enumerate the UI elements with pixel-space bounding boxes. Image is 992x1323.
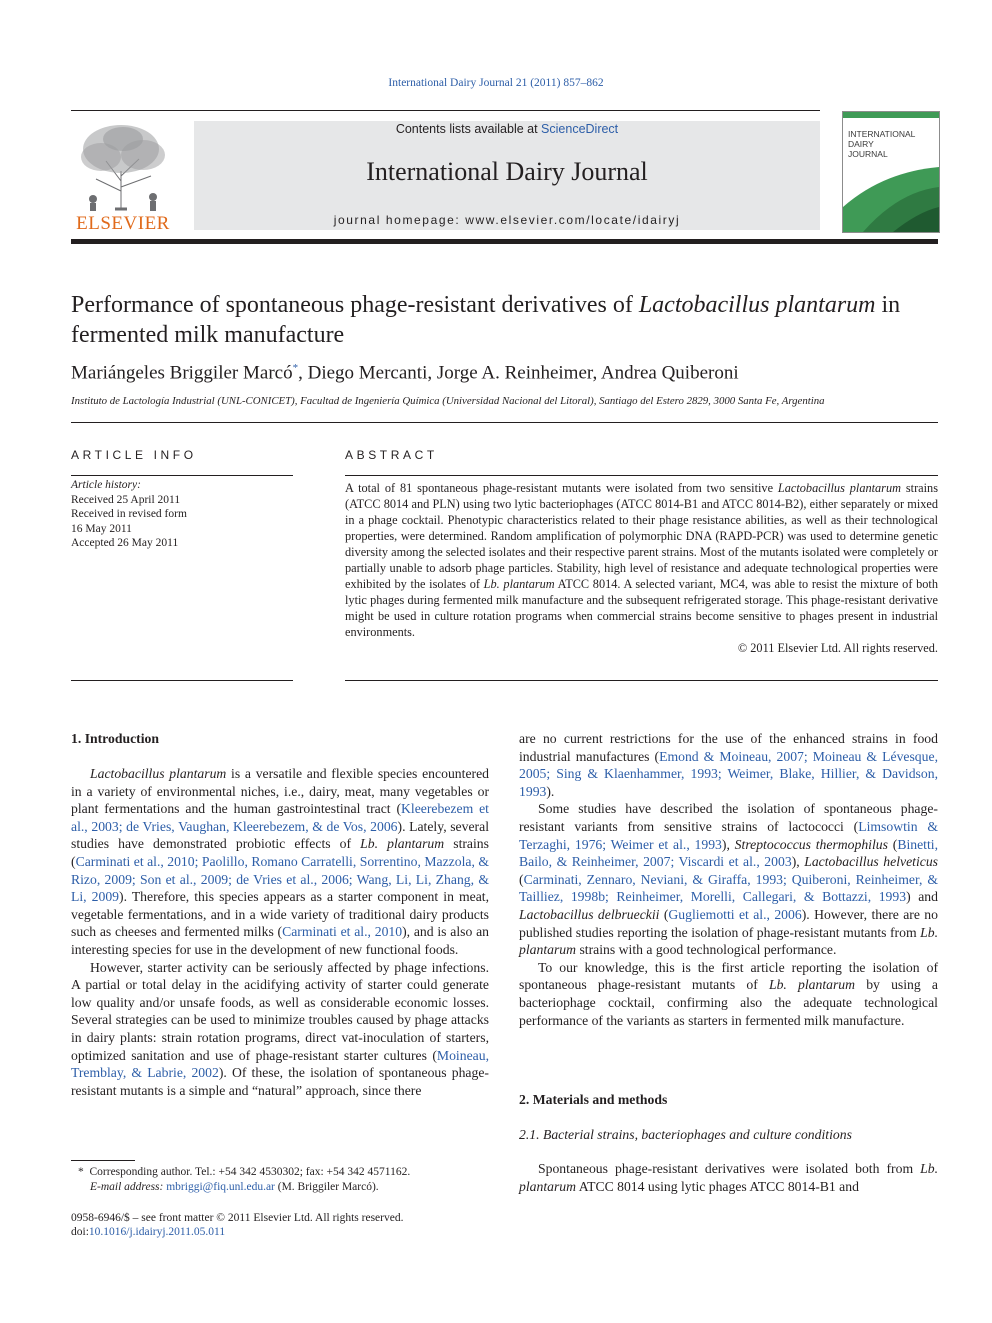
article-history [71, 478, 187, 551]
cover-title-line: JOURNAL [848, 149, 888, 159]
elsevier-tree-icon [71, 121, 175, 213]
history-line: Received in revised form [71, 508, 187, 520]
elsevier-wordmark: ELSEVIER [76, 213, 170, 234]
footnote-rule [71, 1160, 135, 1161]
citation-link[interactable]: Carminati et al., 2010 [282, 924, 403, 940]
title-rule [71, 422, 938, 423]
body-paragraph: Lactobacillus plantarum is a versatile and flexible species encountered in a variety of environmental niches, i.e., dairy, meat, many vegetables or plant fermentations and the human gastrointestinal tract (Kleerebezem et al., 2003; de Vries, Vaughan, Kleerebezem, & de Vos, 2006). Lately, several studies have demonstrated probiotic effects of Lb. plantarum strains (Carminati et al., 2010; Paolillo, Romano Carratelli, Sorrentino, Mazzola, & Rizo, 2009; Son et al., 2009; de Vries et al., 2006; Wang, Li, Li, Zhang, & Li, 2009). Therefore, this species appears as a starter component in meat, vegetable fermentations, and in a wide variety of traditional dairy products such as cheeses and fermented milks (Carminati et al., 2010), and is also an interesting species for use in the development of new functional foods. [71, 766, 490, 957]
citation-link[interactable]: Limsowtin & Terzaghi, 1976; Weimer et al., 1993 [519, 818, 938, 852]
body-paragraph: Spontaneous phage-resistant derivatives were isolated both from Lb. plantarum ATCC 8014 using lytic phages ATCC 8014-B1 and [519, 1161, 938, 1194]
citation-link[interactable]: Gugliemotti et al., 2006 [668, 906, 802, 922]
article-info-heading: ARTICLE INFO [71, 448, 197, 462]
italic-term: Lb. plantarum [519, 1161, 938, 1194]
email-footnote [90, 1180, 379, 1195]
citation-link[interactable]: Moineau, Tremblay, & Labrie, 2002 [71, 1047, 489, 1081]
elsevier-logo[interactable] [71, 121, 175, 233]
header-rule [71, 110, 820, 111]
abstract-heading: ABSTRACT [345, 448, 438, 462]
history-line: Received 25 April 2011 [71, 493, 181, 506]
section-1-heading: 1. Introduction [71, 731, 159, 746]
sciencedirect-link[interactable]: ScienceDirect [541, 122, 619, 136]
abstract-text [345, 480, 938, 656]
subsection-2-1-heading: 2.1. Bacterial strains, bacteriophages and culture conditions [519, 1127, 852, 1142]
citation-link[interactable]: Carminati et al., 2010; Paolillo, Romano Carratelli, Sorrentino, Mazzola, & Rizo, 2009; Son et al., 2009; de Vries et al., 2006; Wang, Li, Li, Zhang, & Li, 2009 [71, 853, 489, 905]
section-2-heading: 2. Materials and methods [519, 1092, 668, 1107]
email-link[interactable]: mbriggi@fiq.unl.edu.ar [166, 1181, 275, 1193]
journal-cover-thumbnail[interactable] [842, 111, 940, 233]
citation-link[interactable]: Carminati, Zennaro, Neviani, & Giraffa, 1993; Quiberoni, Reinheimer, & Tailliez, 1998b; Reinheimer, Morelli, Callegari, & Bottazzi, 1993 [519, 871, 938, 905]
body-paragraph: To our knowledge, this is the first article reporting the isolation of spontaneous phage-resistant mutants of Lb. plantarum by using a bacteriophage cocktail, confirming also the adequate technological performance of the variants as starters in fermented milk manufacture. [519, 959, 938, 1028]
author-affiliation: Instituto de Lactología Industrial (UNL-CONICET), Facultad de Ingeniería Química (Universidad Nacional del Litoral), Santiago del Estero 2829, 3000 Santa Fe, Argentina [71, 395, 825, 407]
citation-link[interactable]: Binetti, Bailo, & Reinheimer, 2007; Viscardi et al., 2003 [519, 836, 938, 870]
email-owner: (M. Briggiler Marcó). [274, 1181, 379, 1193]
cover-title-line: DAIRY [848, 139, 874, 149]
right-column-lower [519, 1160, 938, 1195]
history-line: Accepted 26 May 2011 [71, 537, 179, 549]
citation-link[interactable]: Emond & Moineau, 2007; Moineau & Lévesque, 2005; Sing & Klaenhammer, 1993; Weimer, Blake, Hillier, & Davidson, 1993 [519, 748, 938, 799]
right-column [519, 730, 938, 1029]
journal-banner [194, 121, 820, 230]
italic-term: Lactobacillus helveticus [804, 854, 939, 870]
history-line: 16 May 2011 [71, 522, 132, 535]
journal-citation[interactable]: International Dairy Journal 21 (2011) 857–862 [388, 77, 604, 89]
abstract-rule [345, 475, 938, 476]
footnote-mark: * [78, 1166, 84, 1178]
title-text: Performance of spontaneous phage-resistant derivatives of [71, 292, 639, 318]
doi-link[interactable]: 10.1016/j.idairyj.2011.05.011 [88, 1226, 226, 1238]
history-label: Article history: [71, 479, 141, 491]
corresponding-author-mark[interactable]: * [292, 362, 299, 374]
italic-term: Streptococcus thermophilus [734, 836, 888, 852]
cover-title [848, 129, 934, 159]
contents-prefix: Contents lists available at [395, 122, 542, 136]
journal-title: International Dairy Journal [366, 157, 648, 186]
italic-term: Lactobacillus delbrueckii [519, 906, 660, 922]
contents-line [194, 122, 820, 136]
italic-term: Lb. plantarum [360, 836, 445, 852]
italic-term: Lb. plantarum [768, 977, 856, 993]
left-column [71, 765, 489, 1099]
italic-term: Lactobacillus plantarum [90, 766, 227, 781]
journal-homepage[interactable]: journal homepage: www.elsevier.com/locate/idairyj [333, 213, 681, 227]
citation-link[interactable]: Kleerebezem et al., 2003; de Vries, Vaughan, Kleerebezem, & de Vos, 2006 [71, 801, 489, 834]
italic-term: Lb. plantarum [519, 924, 938, 958]
doi-label: doi: [71, 1226, 89, 1238]
footnote-text: Corresponding author. Tel.: +54 342 4530302; fax: +54 342 4571162. [89, 1166, 411, 1178]
title-species: Lactobacillus plantarum [638, 292, 876, 318]
email-label: E-mail address: [90, 1181, 167, 1193]
abstract-bottom-rule [345, 680, 938, 681]
body-paragraph: Some studies have described the isolation of spontaneous phage-resistant variants from sensitive strains of lactococci (Limsowtin & Terzaghi, 1976; Weimer et al., 1993), Streptococcus thermophilus (Binetti, Bailo, & Reinheimer, 2007; Viscardi et al., 2003), Lactobacillus helveticus (Carminati, Zennaro, Neviani, & Giraffa, 1993; Quiberoni, Reinheimer, & Tailliez, 1998b; Reinheimer, Morelli, Callegari, & Bottazzi, 1993) and Lactobacillus delbrueckii (Gugliemotti et al., 2006). However, there are no published studies reporting the isolation of phage-resistant mutants from Lb. plantarum strains with a good technological performance. [519, 801, 939, 958]
doi-line [71, 1225, 225, 1240]
abstract-paragraph: A total of 81 spontaneous phage-resistant mutants were isolated from two sensitive Lactobacillus plantarum strains (ATCC 8014 and PLN) using two lytic bacteriophages (ATCC 8014-B1 and ATCC 8014-B2), either separately or mixed in a phage cocktail. Phenotypic characteristics related to their phage resistance abilities, as well as their technological properties, were determined. Random amplification of polymorphic DNA (RAPD-PCR) was used to determine genetic diversity among the selected isolates and their respective parent strains. Most of the mutants isolated were completely or partially unable to adsorb phage particles. Stability, high level of resistance and adequate technological properties were exhibited by the isolates of Lb. plantarum ATCC 8014. A selected variant, MC4, was able to resist the mixture of both lytic phages during fermented milk manufacture and the subsequent refrigerated storage. This phage-resistant derivative might be used in culture rotation programs when commercial strains become sensitive to phages present in industrial environments. [345, 481, 938, 639]
abstract-copyright: © 2011 Elsevier Ltd. All rights reserved. [737, 641, 938, 655]
corresponding-footnote [78, 1165, 410, 1180]
author-name[interactable]: Mariángeles Briggiler Marcó [71, 362, 293, 384]
title-text: in fermented milk manufacture [71, 292, 901, 348]
cover-title-line: INTERNATIONAL [848, 129, 916, 139]
article-title [71, 290, 938, 350]
header-thick-rule [71, 239, 938, 244]
article-info-bottom-rule [71, 680, 293, 681]
body-paragraph: However, starter activity can be seriously affected by phage infections. A partial or total delay in the acidifying activity of starter could generate low quality and/or unsafe foods, as well as considerable economic losses. Several strategies can be used to minimize troubles caused by phage attacks in dairy plants: strain rotation programs, direct vat-inoculation of starters, optimized sanitation and use of phage-resistant starter cultures (Moineau, Tremblay, & Labrie, 2002). Of these, the isolation of spontaneous phage-resistant mutants is a simple and “natural” approach, since there [71, 959, 489, 1098]
author-list [71, 362, 938, 384]
body-paragraph: are no current restrictions for the use of the enhanced strains in food industrial manufactures (Emond & Moineau, 2007; Moineau & Lévesque, 2005; Sing & Klaenhammer, 1993; Weimer, Blake, Hillier, & Davidson, 1993). [519, 731, 938, 799]
article-info-rule [71, 475, 293, 476]
issn-line: 0958-6946/$ – see front matter © 2011 Elsevier Ltd. All rights reserved. [71, 1212, 404, 1224]
author-names[interactable]: , Diego Mercanti, Jorge A. Reinheimer, Andrea Quiberoni [298, 362, 739, 384]
